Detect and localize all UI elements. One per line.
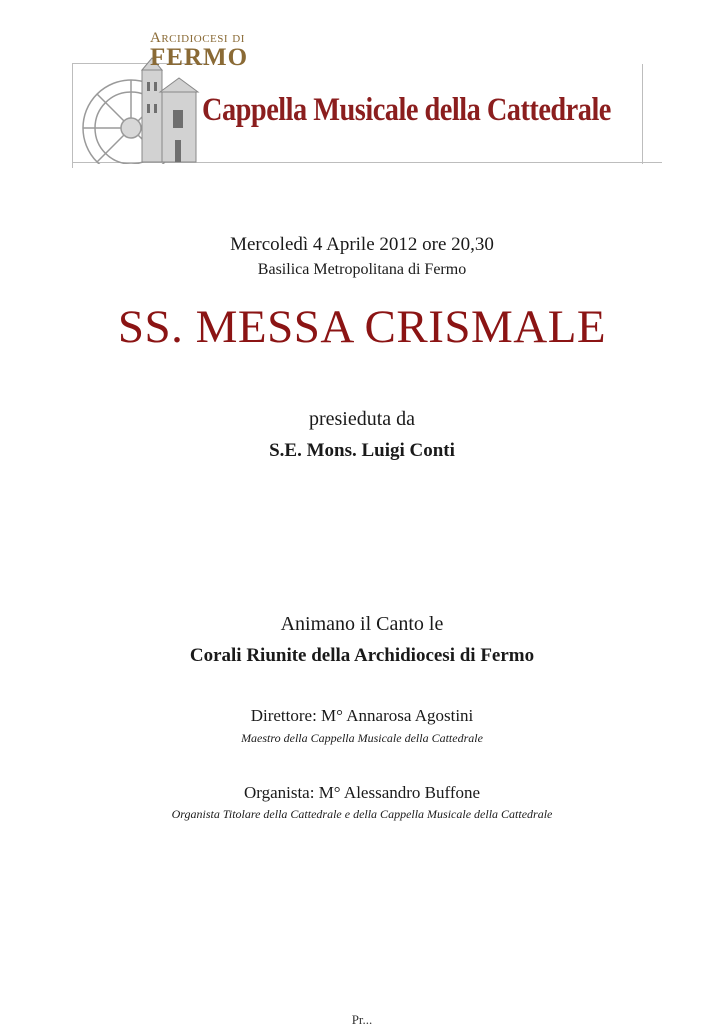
presided-label: presieduta da [308, 408, 416, 430]
director-line: Direttore: M° Annarosa Agostini [250, 706, 474, 725]
organist-role: Organista Titolare della Cattedrale e della Cappella Musicale della Cattedrale [171, 807, 553, 821]
footer-cut-text: Pr... [351, 1012, 373, 1027]
organist-line: Organista: M° Alessandro Buffone [243, 783, 481, 802]
header-title: Cappella Musicale della Cattedrale [202, 92, 611, 128]
celebrant-name: S.E. Mons. Luigi Conti [269, 440, 455, 461]
header-left-rule [72, 64, 73, 168]
event-title: SS. MESSA CRISMALE [117, 301, 607, 353]
music-intro: Animano il Canto le [280, 613, 444, 635]
director-role: Maestro della Cappella Musicale della Cattedrale [241, 731, 483, 745]
logo-diocese-label: Arcidiocesi di [150, 30, 245, 46]
logo-city-label: FERMO [150, 44, 249, 71]
header-right-rule [642, 64, 643, 164]
choirs-name: Corali Riunite della Archidiocesi di Fermo [189, 645, 535, 666]
event-date: Mercoledì 4 Aprile 2012 ore 20,30 [230, 234, 494, 255]
header-banner [72, 30, 662, 168]
event-venue: Basilica Metropolitana di Fermo [257, 261, 467, 278]
